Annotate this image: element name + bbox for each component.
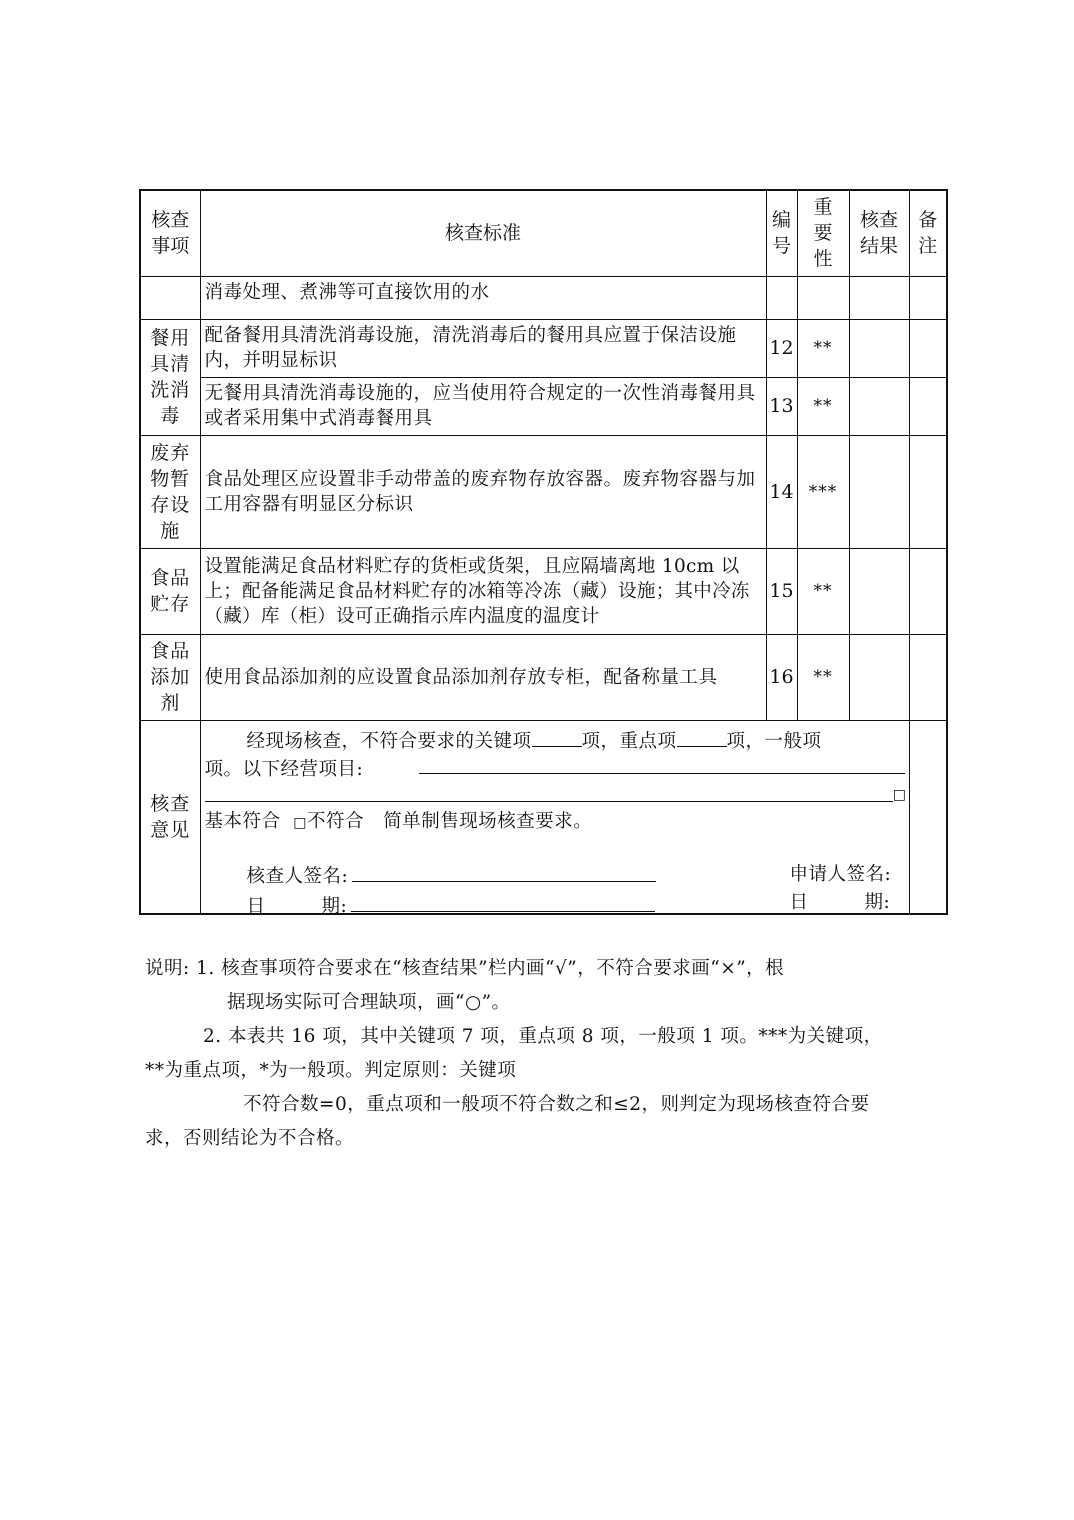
- note-line: 不符合数=0，重点项和一般项不符合数之和≤2，则判定为现场核查符合要: [243, 1094, 870, 1115]
- remark-cell[interactable]: [909, 634, 947, 720]
- key-count-blank[interactable]: [532, 728, 582, 747]
- checkbox-icon[interactable]: □: [892, 786, 907, 803]
- result-cell[interactable]: [849, 319, 909, 377]
- number-cell: 16: [766, 634, 797, 720]
- result-cell[interactable]: [849, 276, 909, 319]
- business-item-line-2[interactable]: [205, 801, 893, 802]
- result-cell[interactable]: [849, 435, 909, 548]
- checkbox-icon[interactable]: □: [293, 814, 308, 831]
- importance-cell: [797, 276, 849, 319]
- remark-cell[interactable]: [909, 720, 947, 914]
- remark-cell[interactable]: [909, 319, 947, 377]
- header-result: 核查结果: [849, 190, 909, 276]
- result-cell[interactable]: [849, 634, 909, 720]
- number-cell: 15: [766, 548, 797, 634]
- header-number: 编号: [766, 190, 797, 276]
- header-importance: 重要性: [797, 190, 849, 276]
- number-cell: 13: [766, 377, 797, 435]
- remark-cell[interactable]: [909, 276, 947, 319]
- note-line: 2. 本表共 16 项，其中关键项 7 项，重点项 8 项，一般项 1 项。***为关键项，: [203, 1026, 883, 1047]
- table-row: [140, 319, 947, 377]
- importance-cell: **: [797, 319, 849, 377]
- header-item: 核查事项: [140, 190, 200, 276]
- table-row: [140, 435, 947, 548]
- item-cell: 餐用具清洗消毒: [140, 319, 200, 435]
- remark-cell[interactable]: [909, 548, 947, 634]
- item-cell: [140, 276, 200, 319]
- inspector-sign-line[interactable]: [352, 861, 656, 882]
- opinion-label: 核查意见: [140, 720, 200, 914]
- business-item-line[interactable]: [419, 773, 905, 774]
- header-remark: 备注: [909, 190, 947, 276]
- inspector-date-line[interactable]: [351, 891, 655, 912]
- remark-cell[interactable]: [909, 377, 947, 435]
- number-cell: 14: [766, 435, 797, 548]
- item-cell: 食品添加剂: [140, 634, 200, 720]
- table-row: [140, 634, 947, 720]
- standard-cell: 食品处理区应设置非手动带盖的废弃物存放容器。废弃物容器与加工用容器有明显区分标识: [200, 435, 766, 548]
- applicant-signature: 申请人签名: 日 期:: [789, 863, 892, 913]
- table-row: [140, 548, 947, 634]
- number-cell: [766, 276, 797, 319]
- note-line: 求，否则结论为不合格。: [145, 1128, 355, 1149]
- standard-cell: 设置能满足食品材料贮存的货柜或货架，且应隔墙离地 10cm 以上；配备能满足食品材料贮存的冰箱等冷冻（藏）设施；其中冷冻（藏）库（柜）设可正确指示库内温度的温度计: [200, 548, 766, 634]
- standard-cell: 使用食品添加剂的应设置食品添加剂存放专柜，配备称量工具: [200, 634, 766, 720]
- table-row: [140, 276, 947, 319]
- note-line: 据现场实际可合理缺项，画“○”。: [227, 992, 511, 1013]
- standard-cell: 配备餐用具清洗消毒设施，清洗消毒后的餐用具应置于保洁设施内，并明显标识: [200, 319, 766, 377]
- opinion-line-1: 经现场核查，不符合要求的关键项 项，重点项 项，一般项: [247, 727, 822, 753]
- importance-cell: **: [797, 634, 849, 720]
- result-cell[interactable]: [849, 377, 909, 435]
- result-cell[interactable]: [849, 548, 909, 634]
- importance-cell: ***: [797, 435, 849, 548]
- opinion-row: [140, 720, 947, 914]
- importance-cell: **: [797, 377, 849, 435]
- importance-cell: **: [797, 548, 849, 634]
- remark-cell[interactable]: [909, 435, 947, 548]
- header-row: [140, 190, 947, 276]
- header-standard: 核查标准: [200, 190, 766, 276]
- opinion-line-2: 项。以下经营项目:: [204, 758, 364, 780]
- item-cell: 食品贮存: [140, 548, 200, 634]
- inspection-table: [139, 189, 948, 915]
- important-count-blank[interactable]: [677, 728, 727, 747]
- item-cell: 废弃物暂存设施: [140, 435, 200, 548]
- notes-section: [145, 952, 945, 1156]
- opinion-line-3: 基本符合 □不符合 简单制售现场核查要求。: [204, 810, 593, 832]
- standard-cell: 消毒处理、煮沸等可直接饮用的水: [200, 276, 766, 319]
- standard-cell: 无餐用具清洗消毒设施的，应当使用符合规定的一次性消毒餐用具或者采用集中式消毒餐用具: [200, 377, 766, 435]
- table-row: [140, 377, 947, 435]
- number-cell: 12: [766, 319, 797, 377]
- note-line: 说明: 1. 核查事项符合要求在“核查结果”栏内画“√”，不符合要求画“×”，根: [145, 958, 785, 979]
- opinion-cell: [200, 720, 909, 917]
- note-line: **为重点项，*为一般项。判定原则：关键项: [145, 1060, 517, 1081]
- inspector-signature: 核查人签名: 日 期:: [247, 861, 657, 921]
